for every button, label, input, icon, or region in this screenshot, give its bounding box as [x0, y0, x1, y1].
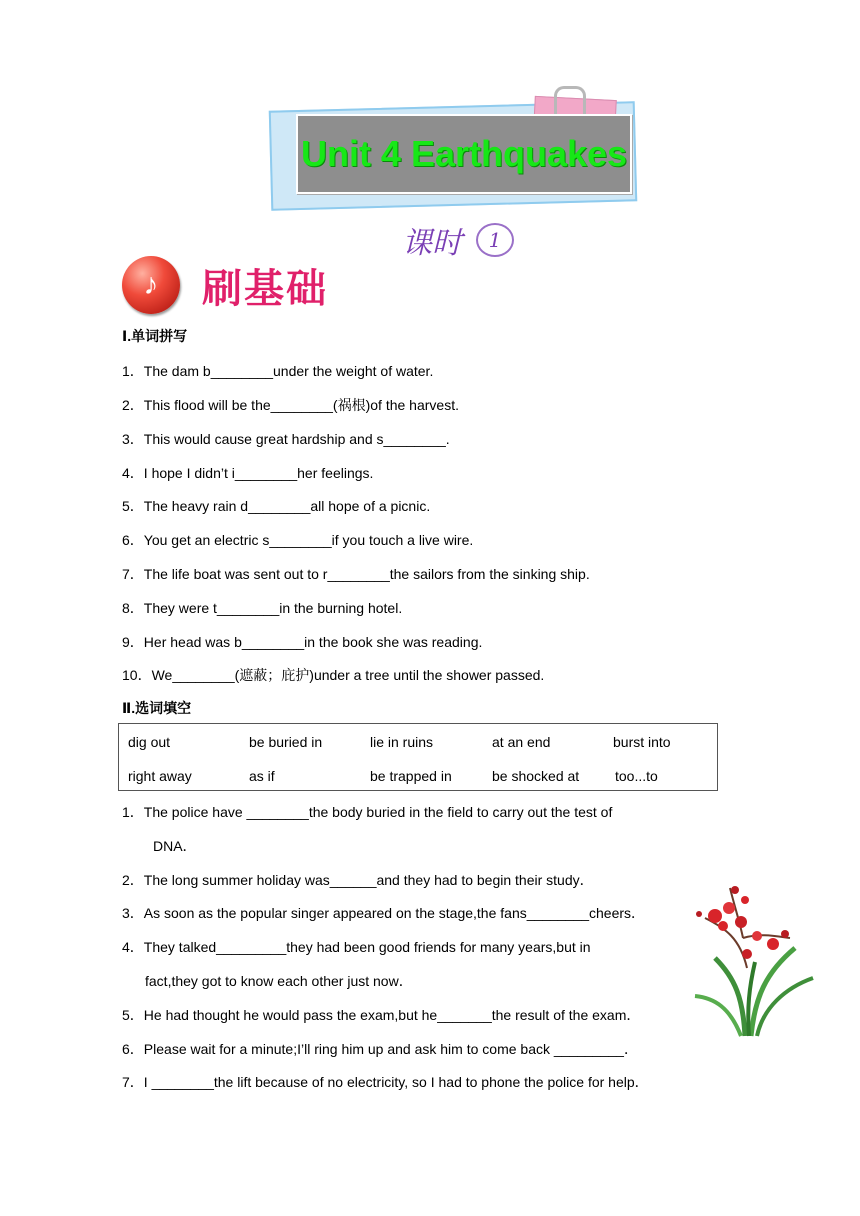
word-bank-cell: be shocked at [492, 768, 580, 784]
part2-question-continuation: fact,they got to know each other just now． [145, 973, 413, 989]
word-bank-cell: dig out [128, 734, 171, 750]
word-bank-cell: burst into [613, 734, 671, 750]
part2-question: 7．I ________the lift because of no electricity, so I had to phone the police for help． [122, 1074, 649, 1090]
part2-question: 1．The police have ________the body buried in the field to carry out the test of [122, 804, 613, 820]
word-bank-cell: too...to [615, 768, 658, 784]
page-title: Unit 4 Earthquakes [300, 133, 628, 174]
part1-question: 2．This flood will be the________(祸根)of the harvest. [122, 397, 459, 413]
word-bank-cell: at an end [492, 734, 551, 750]
part2-question: 5．He had thought he would pass the exam,but he_______the result of the exam． [122, 1007, 641, 1023]
part1-question: 6．You get an electric s________if you touch a live wire. [122, 532, 474, 548]
part1-question: 9．Her head was b________in the book she was reading. [122, 634, 483, 650]
title-box [296, 114, 632, 194]
part2-heading: Ⅱ.选词填空 [122, 700, 192, 716]
part1-question: 7．The life boat was sent out to r________the sailors from the sinking ship. [122, 566, 590, 582]
word-bank-table [118, 723, 718, 791]
word-bank-cell: be trapped in [370, 768, 452, 784]
word-bank-cell: lie in ruins [370, 734, 434, 750]
word-bank-cell: as if [249, 768, 275, 784]
music-note-icon: ♪ [122, 256, 180, 314]
part1-question: 1．The dam b________under the weight of water. [122, 363, 434, 379]
word-bank-cell: be buried in [249, 734, 323, 750]
lesson-label [402, 220, 514, 260]
part1-question: 3．This would cause great hardship and s________. [122, 431, 450, 447]
plum-blossom-icon [685, 878, 825, 1038]
part1-question: 8．They were t________in the burning hotel. [122, 600, 403, 616]
part2-question: 6．Please wait for a minute;I’ll ring him up and ask him to come back _________． [122, 1041, 638, 1057]
part2-question: 2．The long summer holiday was______and they had to begin their study． [122, 872, 594, 888]
section-label: 刷基础 [202, 265, 328, 312]
part1-question: 5．The heavy rain d________all hope of a picnic. [122, 498, 431, 514]
word-bank-cell: right away [128, 768, 192, 784]
part2-question: 4．They talked_________they had been good friends for many years,but in [122, 939, 591, 955]
lesson-text: 课时 [402, 226, 462, 261]
part2-question-continuation: DNA． [153, 838, 197, 854]
part1-question: 4．I hope I didn’t i________her feelings. [122, 465, 374, 481]
title-banner [262, 86, 640, 208]
part1-heading: Ⅰ.单词拼写 [122, 328, 188, 344]
part1-question: 10．We________(遮蔽；庇护)under a tree until the shower passed. [122, 667, 545, 683]
lesson-number: 1 [476, 223, 514, 257]
section-header [122, 256, 328, 314]
part2-question: 3．As soon as the popular singer appeared on the stage,the fans________cheers． [122, 905, 646, 921]
